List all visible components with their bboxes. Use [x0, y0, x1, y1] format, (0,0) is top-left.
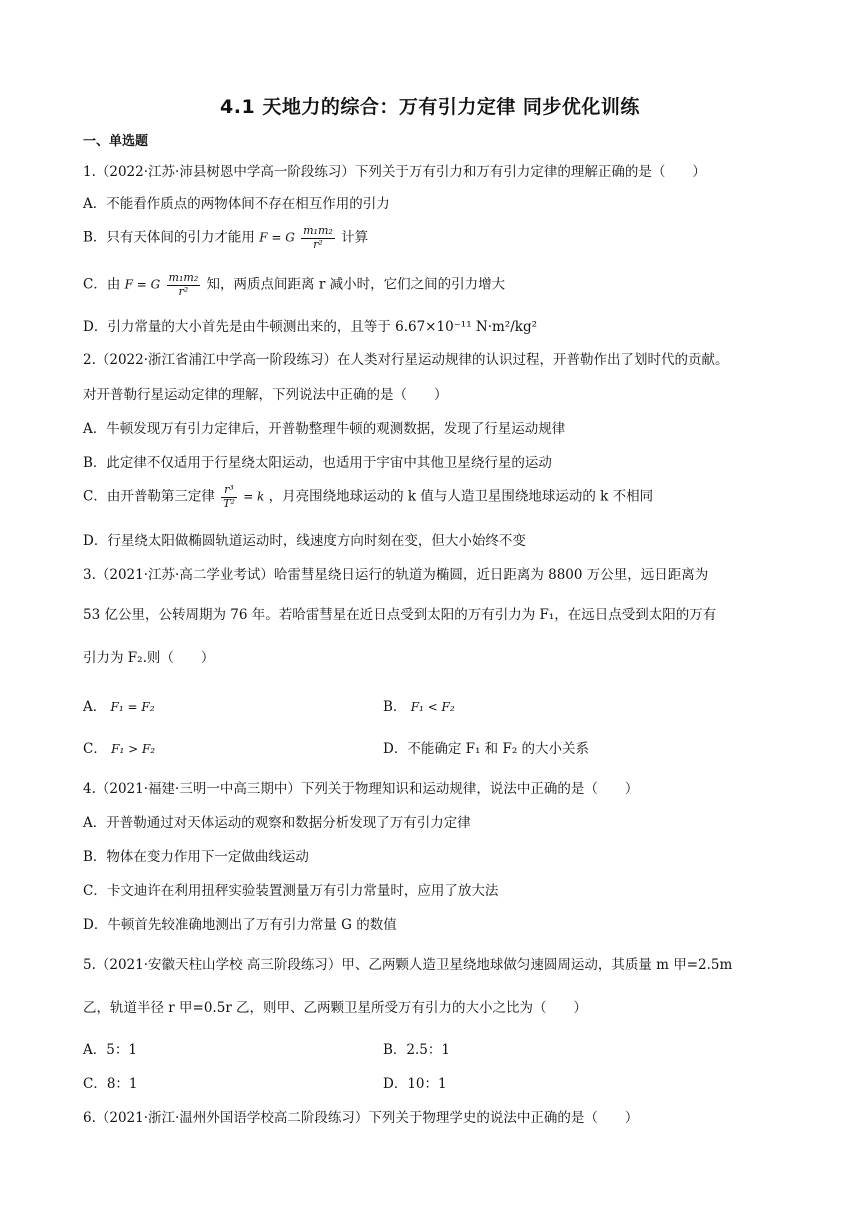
q1-stem: 1.（2022·江苏·沛县树恩中学高一阶段练习）下列关于万有引力和万有引力定律的理解正确的是（ ）	[83, 164, 706, 180]
q3-stem-line3: 引力为 F₂.则（ ）	[83, 650, 215, 666]
q4-option-a: A．开普勒通过对天体运动的观察和数据分析发现了万有引力定律	[83, 815, 471, 831]
q4-option-d: D．牛顿首先较准确地测出了万有引力常量 G 的数值	[83, 917, 397, 933]
q2-option-c	[83, 484, 653, 510]
q3-option-a	[83, 695, 155, 715]
kepler-constant: = k	[243, 489, 265, 504]
q5-option-d: D．10：1	[383, 1076, 447, 1092]
q5-stem-line1: 5.（2021·安徽天柱山学校 高三阶段练习）甲、乙两颗人造卫星绕地球做匀速圆周运动，其质量 m 甲=2.5m	[83, 957, 733, 973]
q5-option-b: B．2.5：1	[383, 1042, 450, 1058]
page-title: 4.1 天地力的综合：万有引力定律 同步优化训练	[220, 96, 640, 118]
gravitation-formula-lhs: F = G	[124, 277, 161, 292]
q5-option-a: A．5：1	[83, 1042, 137, 1058]
q1-option-b-tail: 计算	[341, 229, 369, 246]
q1-option-a: A．不能看作质点的两物体间不存在相互作用的引力	[83, 196, 390, 212]
formula-denominator: r²	[178, 284, 189, 298]
gravitation-formula-lhs: F = G	[259, 230, 295, 245]
q2-stem-line1: 2.（2022·浙江省浦江中学高一阶段练习）在人类对行星运动规律的认识过程，开普勒作出了划时代的贡献。	[83, 352, 729, 368]
q1-option-c-text: C．由	[83, 276, 121, 293]
q4-option-b: B．物体在变力作用下一定做曲线运动	[83, 849, 309, 865]
q3-stem-line2: 53 亿公里，公转周期为 76 年。若哈雷彗星在近日点受到太阳的万有引力为 F₁，在远日点受到太阳的万有	[83, 607, 717, 623]
q5-option-c: C．8：1	[83, 1076, 138, 1092]
formula-numerator: m₁m₂	[303, 224, 333, 237]
q3-option-b-label: B．	[383, 699, 407, 715]
q4-option-c: C．卡文迪许在利用扭秤实验装置测量万有引力常量时，应用了放大法	[83, 883, 499, 899]
q3-option-b	[383, 695, 455, 715]
q2-option-d: D．行星绕太阳做椭圆轨道运动时，线速度方向时刻在变，但大小始终不变	[83, 533, 526, 549]
q3-option-a-formula: F₁ = F₂	[110, 700, 155, 714]
formula-denominator: r²	[313, 237, 323, 251]
q2-option-c-tail: ，月亮围绕地球运动的 k 值与人造卫星围绕地球运动的 k 不相同	[268, 488, 654, 505]
q5-stem-line2: 乙，轨道半径 r 甲=0.5r 乙，则甲、乙两颗卫星所受万有引力的大小之比为（ ）	[83, 1000, 588, 1016]
q1-option-b	[83, 225, 368, 251]
q4-stem: 4.（2021·福建·三明一中高三期中）下列关于物理知识和运动规律，说法中正确的是（ ）	[83, 781, 639, 797]
q2-option-a: A．牛顿发现万有引力定律后，开普勒整理牛顿的观测数据，发现了行星运动规律	[83, 421, 566, 437]
q1-option-d: D．引力常量的大小首先是由牛顿测出来的，且等于 6.67×10⁻¹¹ N·m²/kg²	[83, 319, 538, 335]
kepler-third-law-fraction	[221, 484, 237, 510]
section-heading: 一、单选题	[83, 134, 149, 149]
gravitation-formula-fraction	[301, 225, 335, 251]
q3-option-d: D．不能确定 F₁ 和 F₂ 的大小关系	[383, 741, 590, 757]
formula-denominator: T²	[223, 496, 235, 510]
formula-numerator: m₁m₂	[168, 271, 199, 284]
q1-option-b-text: B．只有天体间的引力才能用	[83, 229, 255, 246]
q2-option-c-text: C．由开普勒第三定律	[83, 488, 215, 505]
q3-option-c	[83, 737, 155, 757]
q2-option-b: B．此定律不仅适用于行星绕太阳运动，也适用于宇宙中其他卫星绕行星的运动	[83, 455, 552, 471]
q3-option-a-label: A．	[83, 699, 107, 715]
formula-numerator: r³	[221, 484, 237, 498]
q3-option-c-label: C．	[83, 741, 107, 757]
q3-option-c-formula: F₁ > F₂	[111, 742, 156, 756]
q6-stem: 6.（2021·浙江·温州外国语学校高二阶段练习）下列关于物理学史的说法中正确的是（ ）	[83, 1110, 639, 1126]
q3-option-b-formula: F₁ < F₂	[410, 700, 455, 714]
gravitation-formula-fraction	[167, 272, 201, 298]
q1-option-c-tail: 知，两质点间距离 r 减小时，它们之间的引力增大	[206, 276, 506, 293]
q2-stem-line2: 对开普勒行星运动定律的理解，下列说法中正确的是（ ）	[83, 387, 448, 403]
q1-option-c	[83, 272, 505, 298]
q3-stem-line1: 3.（2021·江苏·高二学业考试）哈雷彗星绕日运行的轨道为椭圆，近日距离为 8800 万公里，远日距离为	[83, 567, 709, 583]
